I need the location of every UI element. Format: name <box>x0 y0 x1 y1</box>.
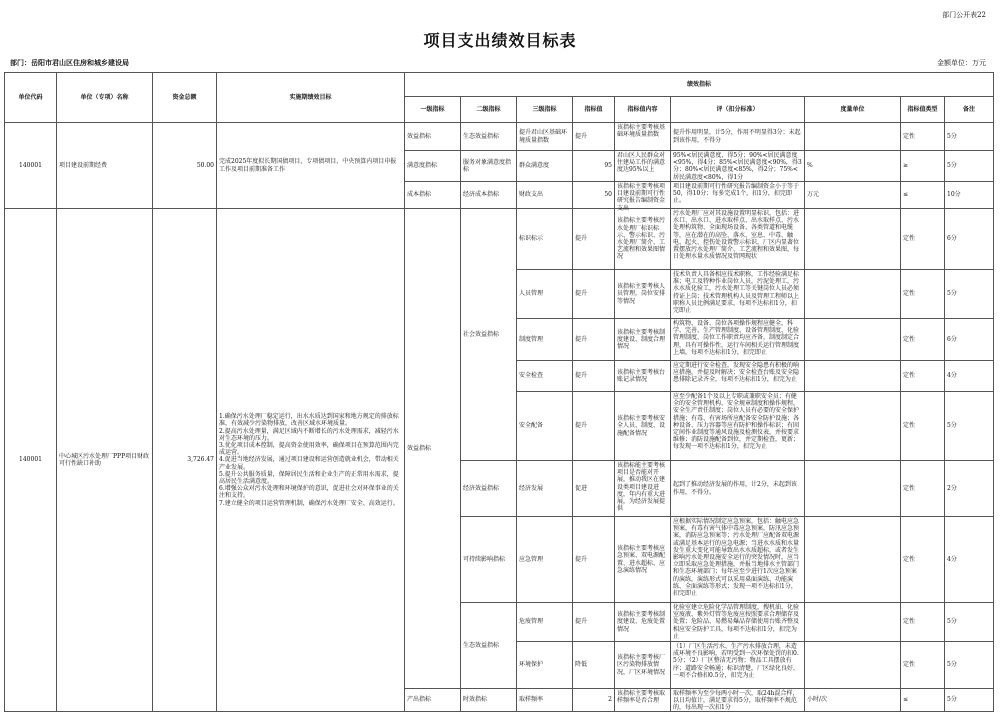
score-text: 技术负责人具备相应技术职称，工作经验满足标准；电工及特种作业岗位人员，污泥处理工，污水水质化验工，污水处理工等关键岗位人员必须持证上岗；技术管理机构人员及管理工程师以上职称人员比例满足要求，每项不达标扣1分，扣完即止 <box>673 271 800 315</box>
value-cell: 提升 <box>573 270 615 319</box>
vtype-cell: ≥ <box>901 151 945 182</box>
note-cell: 5分 <box>945 603 994 642</box>
score-cell <box>671 151 805 182</box>
l1-cell: 产出指标 <box>405 689 461 712</box>
l3-cell: 标识标示 <box>517 209 573 270</box>
measure-cell <box>805 123 901 151</box>
note-cell: 5分 <box>945 270 994 319</box>
header-val: 指标值 <box>573 97 615 123</box>
score-text: 应根据实际情况制定应急预案，包括：触电应急预案，有毒有害气体中毒应急预案，防汛应急预案，消防应急预案等；污水处理厂应配备双电源或满足基本运行的应急电源；当进水水质和水量发生重大变化可能导致出水水质超标，或者发生影响污水处理设施安全运行的突发情况时，应当立即采取应急处理措施，并报当地排水主管部门和生态环境部门；每年应至少进行1次应急预案的演练，演练形式可以采用桌面演练、功能演练、全面演练等形式；发现一项不达标扣1分，扣完即止 <box>673 518 800 598</box>
header-measure: 度量单位 <box>805 97 901 123</box>
value-cell: 提升 <box>573 123 615 151</box>
project-goal: 完成2025年度拟长期国债项目、专项债项目、中央预算内项目申报工作及项目前期准备工作 <box>217 123 405 209</box>
measure-cell <box>805 209 901 270</box>
measure-cell <box>805 603 901 642</box>
performance-table <box>4 72 994 712</box>
note-cell: 6分 <box>945 319 994 361</box>
note-cell: 4分 <box>945 517 994 603</box>
vtype-cell: 定性 <box>901 319 945 361</box>
vtype-cell: 定性 <box>901 270 945 319</box>
content-cell: 该指标主要考核污水处理厂标识标示、警示标识、污水处理厂简介、工艺流程和效果图情况 <box>615 209 671 270</box>
l3-cell: 取样频率 <box>517 689 573 712</box>
l2-cell: 生态效益指标 <box>461 123 517 151</box>
value-cell: 提升 <box>573 319 615 361</box>
content-cell <box>615 689 671 712</box>
value-cell: 95 <box>573 151 615 182</box>
value-cell: 提升 <box>573 361 615 392</box>
page-title: 项目支出绩效目标表 <box>423 31 577 50</box>
project-amount: 50.00 <box>153 123 217 209</box>
department-label: 部门：岳阳市君山区住房和城乡建设局 <box>10 58 129 67</box>
l2-cell: 社会效益指标 <box>461 209 517 461</box>
project-name: 项目建设前期经费 <box>57 123 153 209</box>
score-cell <box>671 182 805 209</box>
score-cell <box>671 319 805 361</box>
value-cell: 2 <box>573 689 615 712</box>
l2-cell: 经济效益指标 <box>461 461 517 517</box>
header-amount: 资金总额 <box>153 73 217 123</box>
vtype-cell: 定性 <box>901 392 945 461</box>
value-cell: 提升 <box>573 517 615 603</box>
header-l2: 二级指标 <box>461 97 517 123</box>
l3-cell: 安全检查 <box>517 361 573 392</box>
content-cell: 该指标主要考核安全人员、制度、设施配备情况 <box>615 392 671 461</box>
l3-cell: 应急管理 <box>517 517 573 603</box>
l3-cell: 环境保护 <box>517 642 573 689</box>
vtype-cell: 定性 <box>901 123 945 151</box>
score-text: 95%<居民满意度，得5分；90%<居民满意度<95%，得4分；85%<居民满意度<90%，得3分；80%<居民满意度<85%，得2分；75%<居民满意度<80%，得1分 <box>673 152 802 181</box>
project-code: 140001 <box>5 123 57 209</box>
content-cell: 该指标主要考核台账记录情况 <box>615 361 671 392</box>
l3-cell: 财政支出 <box>517 182 573 209</box>
header-l1: 一级指标 <box>405 97 461 123</box>
note-cell: 6分 <box>945 209 994 270</box>
value-cell: 提升 <box>573 392 615 461</box>
content-cell <box>615 123 671 151</box>
measure-cell <box>805 361 901 392</box>
measure-cell <box>805 392 901 461</box>
score-text: 取样频率为至少每两小时一次，取24h混合样，以日均值计，满足要求得5分，取样频率不规范的，每出现一次扣1分 <box>673 690 799 712</box>
content-text: 该指标主要考核基础环境质量指数 <box>617 124 666 139</box>
score-cell: 起到了推动经济发展的作用，计2分，未起到该作用，不得分。 <box>671 461 805 517</box>
header-goal: 实施期绩效目标 <box>217 73 405 123</box>
l3-cell: 安全配备 <box>517 392 573 461</box>
header-vtype: 指标值类型 <box>901 97 945 123</box>
content-text: 该指标主要考核项目建设前期可行性研究报告编制资金支出 <box>617 183 666 212</box>
project-code: 140001 <box>5 209 57 712</box>
note-cell: 5分 <box>945 392 994 461</box>
score-cell <box>671 517 805 603</box>
l3-cell: 危废管理 <box>517 603 573 642</box>
score-cell <box>671 270 805 319</box>
project-goal: 1.确保污水处理厂稳定运行，出水水质达到国家和地方规定的排放标准，有效减少污染物排放，改善区域水环境质量。 2.提高污水处理量，满足区域内不断增长的污水处理需求，减轻污水对生态环境的压力。 3.优化项目成本控制，提高资金使用效率，确保项目在预算范围内完成运营。 4.促进当地经济发展，通过项目建设和运营创造就业机会，带动相关产业发展。 5.提升公共服务质量，保障居民生活和企业生产的正常用水需求，提高居民生活满意度。 6.增强公众对污水处理和环境保护的意识，促进社会对环保事业的关注和支持。 7.建立健全的项目运营管理机制，确保污水处理厂安全、高效运行。 <box>217 209 405 712</box>
amount-unit-label: 金额单位：万元 <box>937 59 986 67</box>
score-text: 应至少配备1个及以上专职或兼职安全员；有健全的安全管理机构、安全规章制度和操作规程，安全生产责任制度；岗位人员有必要的安全保护措施；有毒、有害场所应配备安全防护设施；各种设备、压力容器等应有防护和操作标识；有固定间作业制度等通风设施及检测仪表，并按要求维修；消防设施配备到位，并定期检查，更新；每发现一项不达标扣1分，扣完为止 <box>673 393 800 451</box>
vtype-cell: 定性 <box>901 603 945 642</box>
l2-cell: 生态效益指标 <box>461 603 517 689</box>
l1-cell: 效益指标 <box>405 123 461 151</box>
vtype-cell: ≤ <box>901 182 945 209</box>
vtype-cell: 定性 <box>901 517 945 603</box>
note-cell: 4分 <box>945 361 994 392</box>
l1-cell: 满意度指标 <box>405 151 461 182</box>
l1-cell: 成本指标 <box>405 182 461 209</box>
measure-cell <box>805 517 901 603</box>
score-cell: 提升作用明显，计5分，作用不明显得3分；未起到该作用，不得分 <box>671 123 805 151</box>
l3-cell: 人员管理 <box>517 270 573 319</box>
score-text: 构筑物、设备、岗位各项操作规程应健全，科学、完善、生产管理制度、设备管理制度、化验管理制度、岗位工作职责均应齐备，制度制定合理，具有可操作性，运行车间相关运行管理制度上墙，每项不达标扣1分，扣完即止 <box>673 320 800 356</box>
header-row <box>5 73 994 97</box>
content-cell: 该指标主要考核应急预案、双电源配置、进水超标、应急演练情况 <box>615 517 671 603</box>
measure-cell <box>805 319 901 361</box>
vtype-cell: 定性 <box>901 361 945 392</box>
content-cell: 该指标主要考核厂区污染物排放情况，厂区环境情况 <box>615 642 671 689</box>
score-cell <box>671 642 805 689</box>
note-cell: 5分 <box>945 689 994 712</box>
score-cell <box>671 361 805 392</box>
header-score: 评（扣分标准） <box>671 97 805 123</box>
score-cell <box>671 689 805 712</box>
measure-cell <box>805 270 901 319</box>
value-cell: 提升 <box>573 209 615 270</box>
score-text: （1）厂区生活污水、生产污水排放合理，未造成环境不良影响，若明受到一次环保处罚的扣0.5分；（2）厂区整洁无污物；物品工具摆放有序；道路安全畅通；标识清楚，厂区绿化良好，一项不合格扣0.5分，扣完为止 <box>673 643 800 679</box>
content-text: 该指标主要考核取样频率是否合理 <box>617 690 666 705</box>
l2-cell: 时效指标 <box>461 689 517 712</box>
project-name: 中心城区污水处理厂PPP项目财政可行性缺口补助 <box>57 209 153 712</box>
header-name: 单位（专项）名称 <box>57 73 153 123</box>
table-ref-number: 部门公开表22 <box>942 11 986 19</box>
vtype-cell: 定性 <box>901 209 945 270</box>
l3-cell: 制度管理 <box>517 319 573 361</box>
score-cell <box>671 209 805 270</box>
measure-cell: % <box>805 151 901 182</box>
l3-cell: 群众满意度 <box>517 151 573 182</box>
note-cell: 2分 <box>945 461 994 517</box>
score-text: 化验室建立危险化学品管理制度，搜机油、化验室废液、紫外灯管等危废应按照要求合理储存及处置；危险品、易燃易爆品存储使用台账齐整及相应安全防护工具，每项不达标扣1分，扣完为止 <box>673 604 800 640</box>
l1-cell: 效益指标 <box>405 209 461 689</box>
score-text: 项目建设前期可行性研究报告编制资金小于等于50，得10分；每多完成1个，扣1分，扣完即止。 <box>673 183 800 205</box>
measure-cell: 万元 <box>805 182 901 209</box>
header-code: 单位代码 <box>5 73 57 123</box>
table-row <box>5 209 994 270</box>
l3-cell: 经济发展 <box>517 461 573 517</box>
measure-cell: 小时/次 <box>805 689 901 712</box>
l2-cell: 经济成本指标 <box>461 182 517 209</box>
content-cell <box>615 151 671 182</box>
measure-cell <box>805 642 901 689</box>
vtype-cell: 定性 <box>901 461 945 517</box>
score-text: 应定期进行安全检查，发现安全隐患有积极的响应措施，并提及时解决；安全检查台账及安全隐患排除记录齐全，每项不达标扣1分，扣完为止 <box>673 362 800 384</box>
table-row <box>5 123 994 151</box>
l2-cell: 服务对象满意度指标 <box>461 151 517 182</box>
note-cell: 5分 <box>945 151 994 182</box>
value-cell: 降低 <box>573 642 615 689</box>
content-cell <box>615 182 671 212</box>
score-cell <box>671 603 805 642</box>
note-cell: 5分 <box>945 123 994 151</box>
note-cell: 5分 <box>945 642 994 689</box>
note-cell: 10分 <box>945 182 994 209</box>
value-cell: 促进 <box>573 461 615 517</box>
vtype-cell: 定性 <box>901 642 945 689</box>
content-cell: 该指标主要考核制度建设、制度合理情况 <box>615 319 671 361</box>
score-text: 污水处理厂应对其设施设置明显标识，包括：进水口、出水口、进水取样点、出水取样点、污水处理构筑物、全面现场设备、各类管道和电缆等，应在潜在的高坠、落水、室息、中毒、触电、起火、控伤处设置警示标识，厂区内显著位置摆放污水处理厂简介、工艺流程和效果图，每日处理水量水质情况及管网现状 <box>673 210 800 261</box>
l3-cell: 提升君山区基础环境质量指数 <box>517 123 573 151</box>
header-perf: 绩效指标 <box>405 73 994 97</box>
header-content: 指标值内容 <box>615 97 671 123</box>
content-cell: 该指标主要考核人员管理，岗位安排等情况 <box>615 270 671 319</box>
l2-cell: 可持续影响指标 <box>461 517 517 603</box>
header-l3: 三级指标 <box>517 97 573 123</box>
score-cell <box>671 392 805 461</box>
content-text: 君山区人民群众对住建局工作的满意度达95%以上 <box>617 152 666 174</box>
header-note: 备注 <box>945 97 994 123</box>
vtype-cell: ≤ <box>901 689 945 712</box>
measure-cell <box>805 461 901 517</box>
content-text: 该指标能主要考核项目是否能对开展，推动我区在建设类项目建设进度，年内有重大进展，为经济发展提供 <box>617 462 666 513</box>
value-cell: 提升 <box>573 603 615 642</box>
content-cell: 该指标主要考核制度建设、危废处置情况 <box>615 603 671 642</box>
project-amount: 3,726.47 <box>153 209 217 712</box>
content-cell <box>615 461 671 517</box>
value-cell: 50 <box>573 182 615 209</box>
